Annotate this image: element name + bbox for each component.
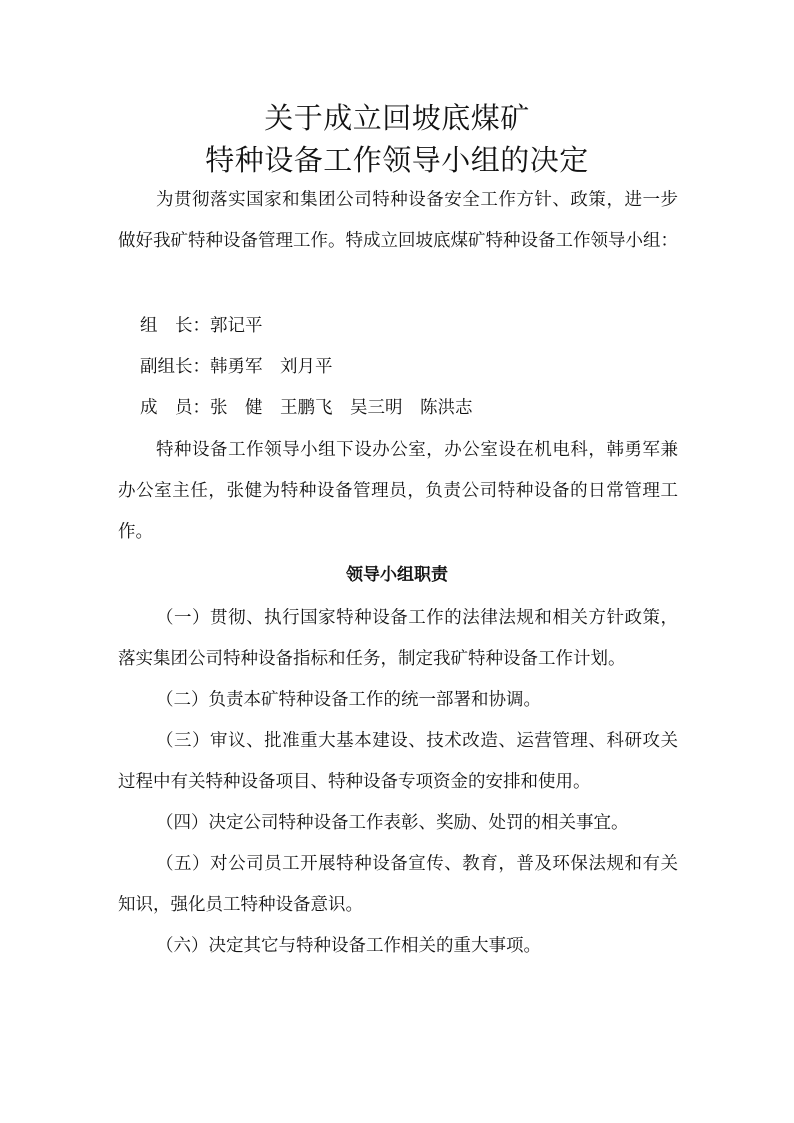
duty-item-2: （二）负责本矿特种设备工作的统一部署和协调。 [156, 690, 541, 710]
document-title-line-2: 特种设备工作领导小组的决定 [205, 143, 589, 177]
member-row-leader: 组 长：郭记平 [140, 316, 263, 336]
member-row-deputy-leaders: 副组长：韩勇军 刘月平 [140, 357, 333, 377]
duty-item-5: （五）对公司员工开展特种设备宣传、教育，普及环保法规和有关知识，强化员工特种设备意识。 [118, 854, 678, 915]
document-title-line-1: 关于成立回坡底煤矿 [264, 101, 530, 135]
office-paragraph: 特种设备工作领导小组下设办公室，办公室设在机电科，韩勇军兼办公室主任，张健为特种设备管理员，负责公司特种设备的日常管理工作。 [118, 440, 678, 542]
member-row-members: 成 员：张 健 王鹏飞 吴三明 陈洪志 [140, 398, 473, 418]
section-heading-duties: 领导小组职责 [346, 565, 448, 585]
duty-item-6: （六）决定其它与特种设备工作相关的重大事项。 [156, 936, 541, 956]
intro-paragraph: 为贯彻落实国家和集团公司特种设备安全工作方针、政策，进一步做好我矿特种设备管理工作。特成立回坡底煤矿特种设备工作领导小组： [118, 190, 678, 251]
duty-item-3: （三）审议、批准重大基本建设、技术改造、运营管理、科研攻关过程中有关特种设备项目、特种设备专项资金的安排和使用。 [118, 731, 678, 792]
duty-item-1: （一）贯彻、执行国家特种设备工作的法律法规和相关方针政策，落实集团公司特种设备指标和任务，制定我矿特种设备工作计划。 [118, 608, 678, 669]
duty-item-4: （四）决定公司特种设备工作表彰、奖励、处罚的相关事宜。 [156, 813, 629, 833]
duties-list [118, 598, 678, 967]
